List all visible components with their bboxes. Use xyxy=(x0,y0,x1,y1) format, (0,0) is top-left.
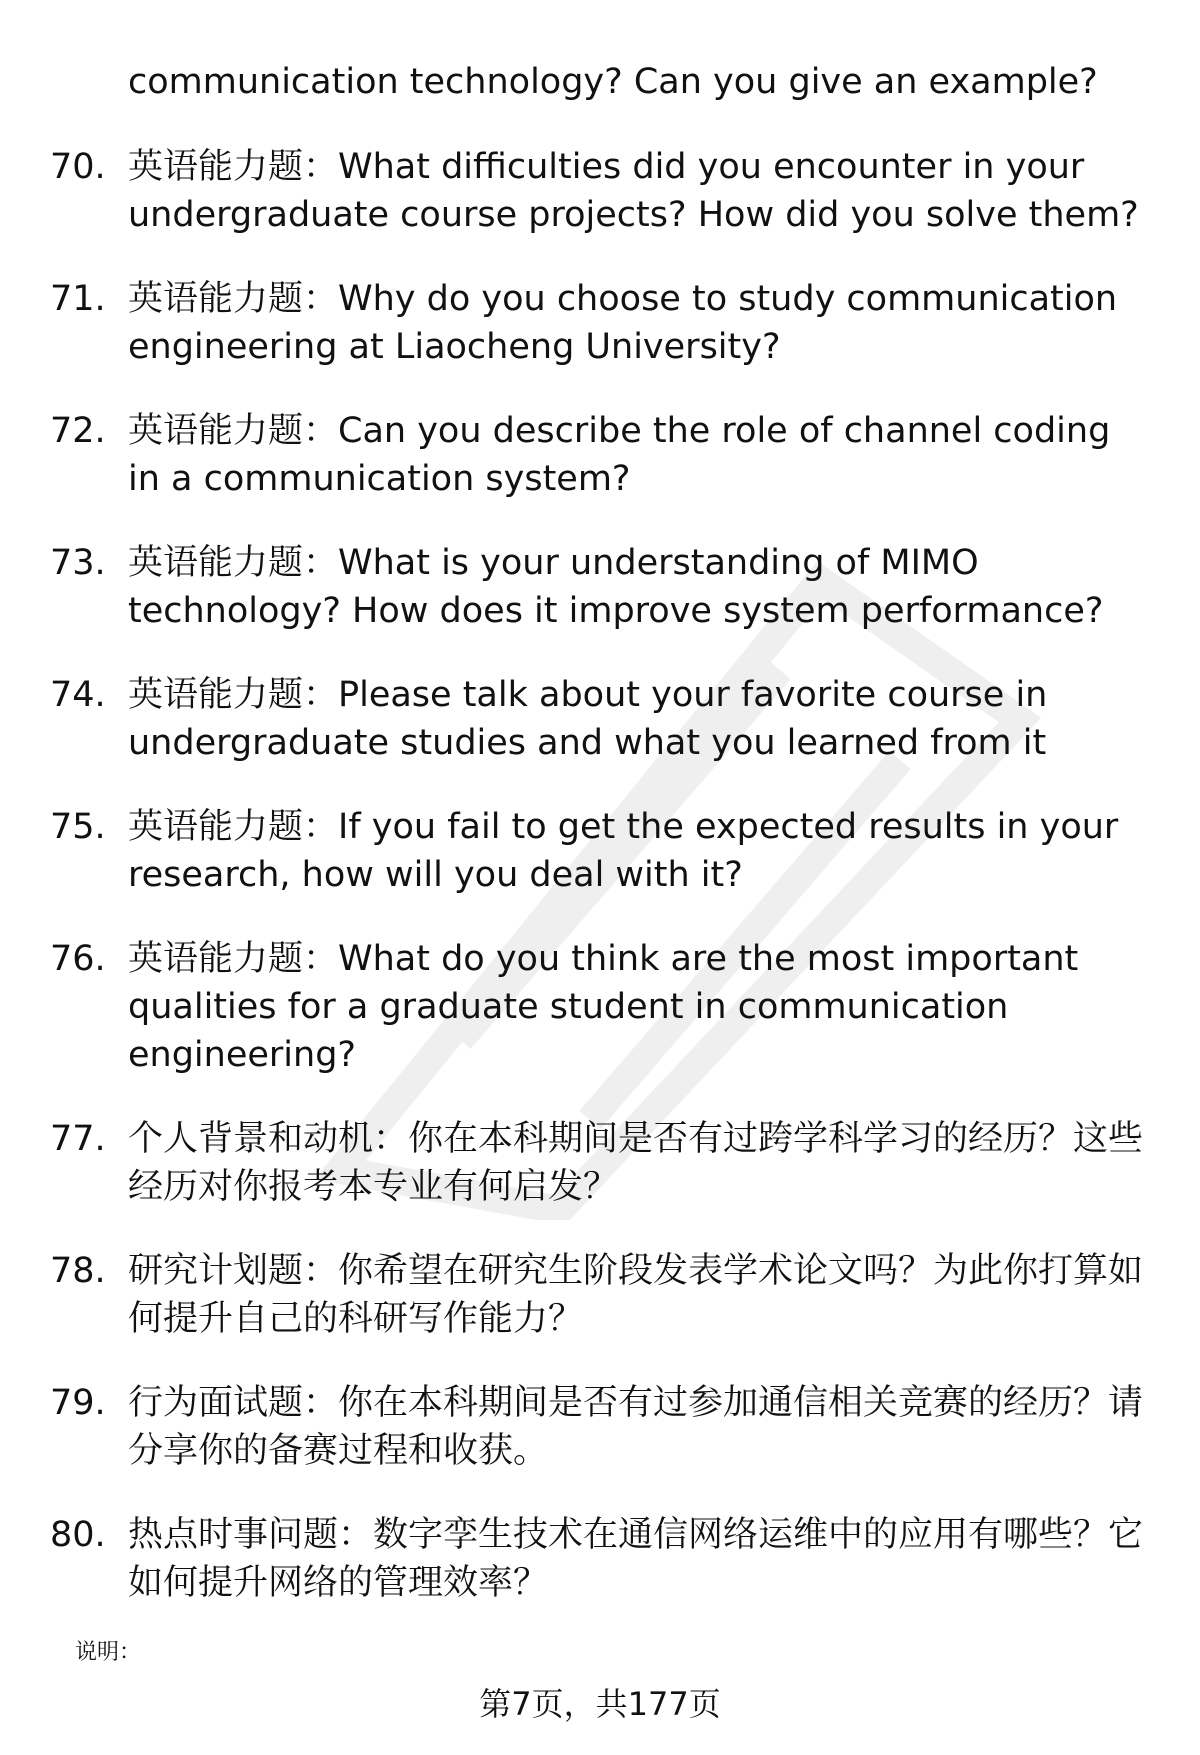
question-item xyxy=(0,671,1148,767)
question-item xyxy=(0,143,1148,239)
question-number: 72. xyxy=(50,411,106,451)
question-text: 英语能力题：What do you think are the most important qualities for a graduate student in communication engineering? xyxy=(128,939,1079,1075)
question-text: 英语能力题：What difficulties did you encounter in your undergraduate course projects? How did you solve them? xyxy=(128,147,1139,235)
question-text: 行为面试题：你在本科期间是否有过参加通信相关竞赛的经历？请分享你的备赛过程和收获。 xyxy=(128,1383,1144,1471)
question-item xyxy=(0,275,1148,371)
question-item xyxy=(0,803,1148,899)
question-list xyxy=(0,143,1200,1643)
question-number: 77. xyxy=(50,1119,106,1159)
page-number-footer: 第7页，共177页 xyxy=(479,1685,721,1723)
question-number: 78. xyxy=(50,1251,106,1291)
question-text: 英语能力题：If you fail to get the expected results in your research, how will you deal with it? xyxy=(128,807,1119,895)
question-item xyxy=(0,1247,1148,1343)
question-number: 71. xyxy=(50,279,106,319)
question-item xyxy=(0,1511,1148,1607)
question-number: 80. xyxy=(50,1515,106,1555)
question-item xyxy=(0,935,1148,1079)
question-number: 74. xyxy=(50,675,106,715)
question-item xyxy=(0,539,1148,635)
continued-question-text: communication technology? Can you give an example? xyxy=(128,62,1098,102)
question-item xyxy=(0,1115,1148,1211)
note-label: 说明： xyxy=(75,1640,142,1665)
question-text: 英语能力题：What is your understanding of MIMO technology? How does it improve system performance? xyxy=(128,543,1104,631)
question-text: 英语能力题：Can you describe the role of channel coding in a communication system? xyxy=(128,411,1111,499)
question-text: 英语能力题：Please talk about your favorite course in undergraduate studies and what you learned from it xyxy=(128,675,1048,763)
question-number: 73. xyxy=(50,543,106,583)
question-number: 70. xyxy=(50,147,106,187)
question-item xyxy=(0,407,1148,503)
question-text: 研究计划题：你希望在研究生阶段发表学术论文吗？为此你打算如何提升自己的科研写作能力？ xyxy=(128,1251,1144,1339)
question-number: 75. xyxy=(50,807,106,847)
question-text: 个人背景和动机：你在本科期间是否有过跨学科学习的经历？这些经历对你报考本专业有何启发？ xyxy=(128,1119,1144,1207)
question-text: 热点时事问题：数字孪生技术在通信网络运维中的应用有哪些？它如何提升网络的管理效率？ xyxy=(128,1515,1144,1603)
question-item xyxy=(0,1379,1148,1475)
question-number: 79. xyxy=(50,1383,106,1423)
question-number: 76. xyxy=(50,939,106,979)
question-text: 英语能力题：Why do you choose to study communication engineering at Liaocheng University? xyxy=(128,279,1118,367)
